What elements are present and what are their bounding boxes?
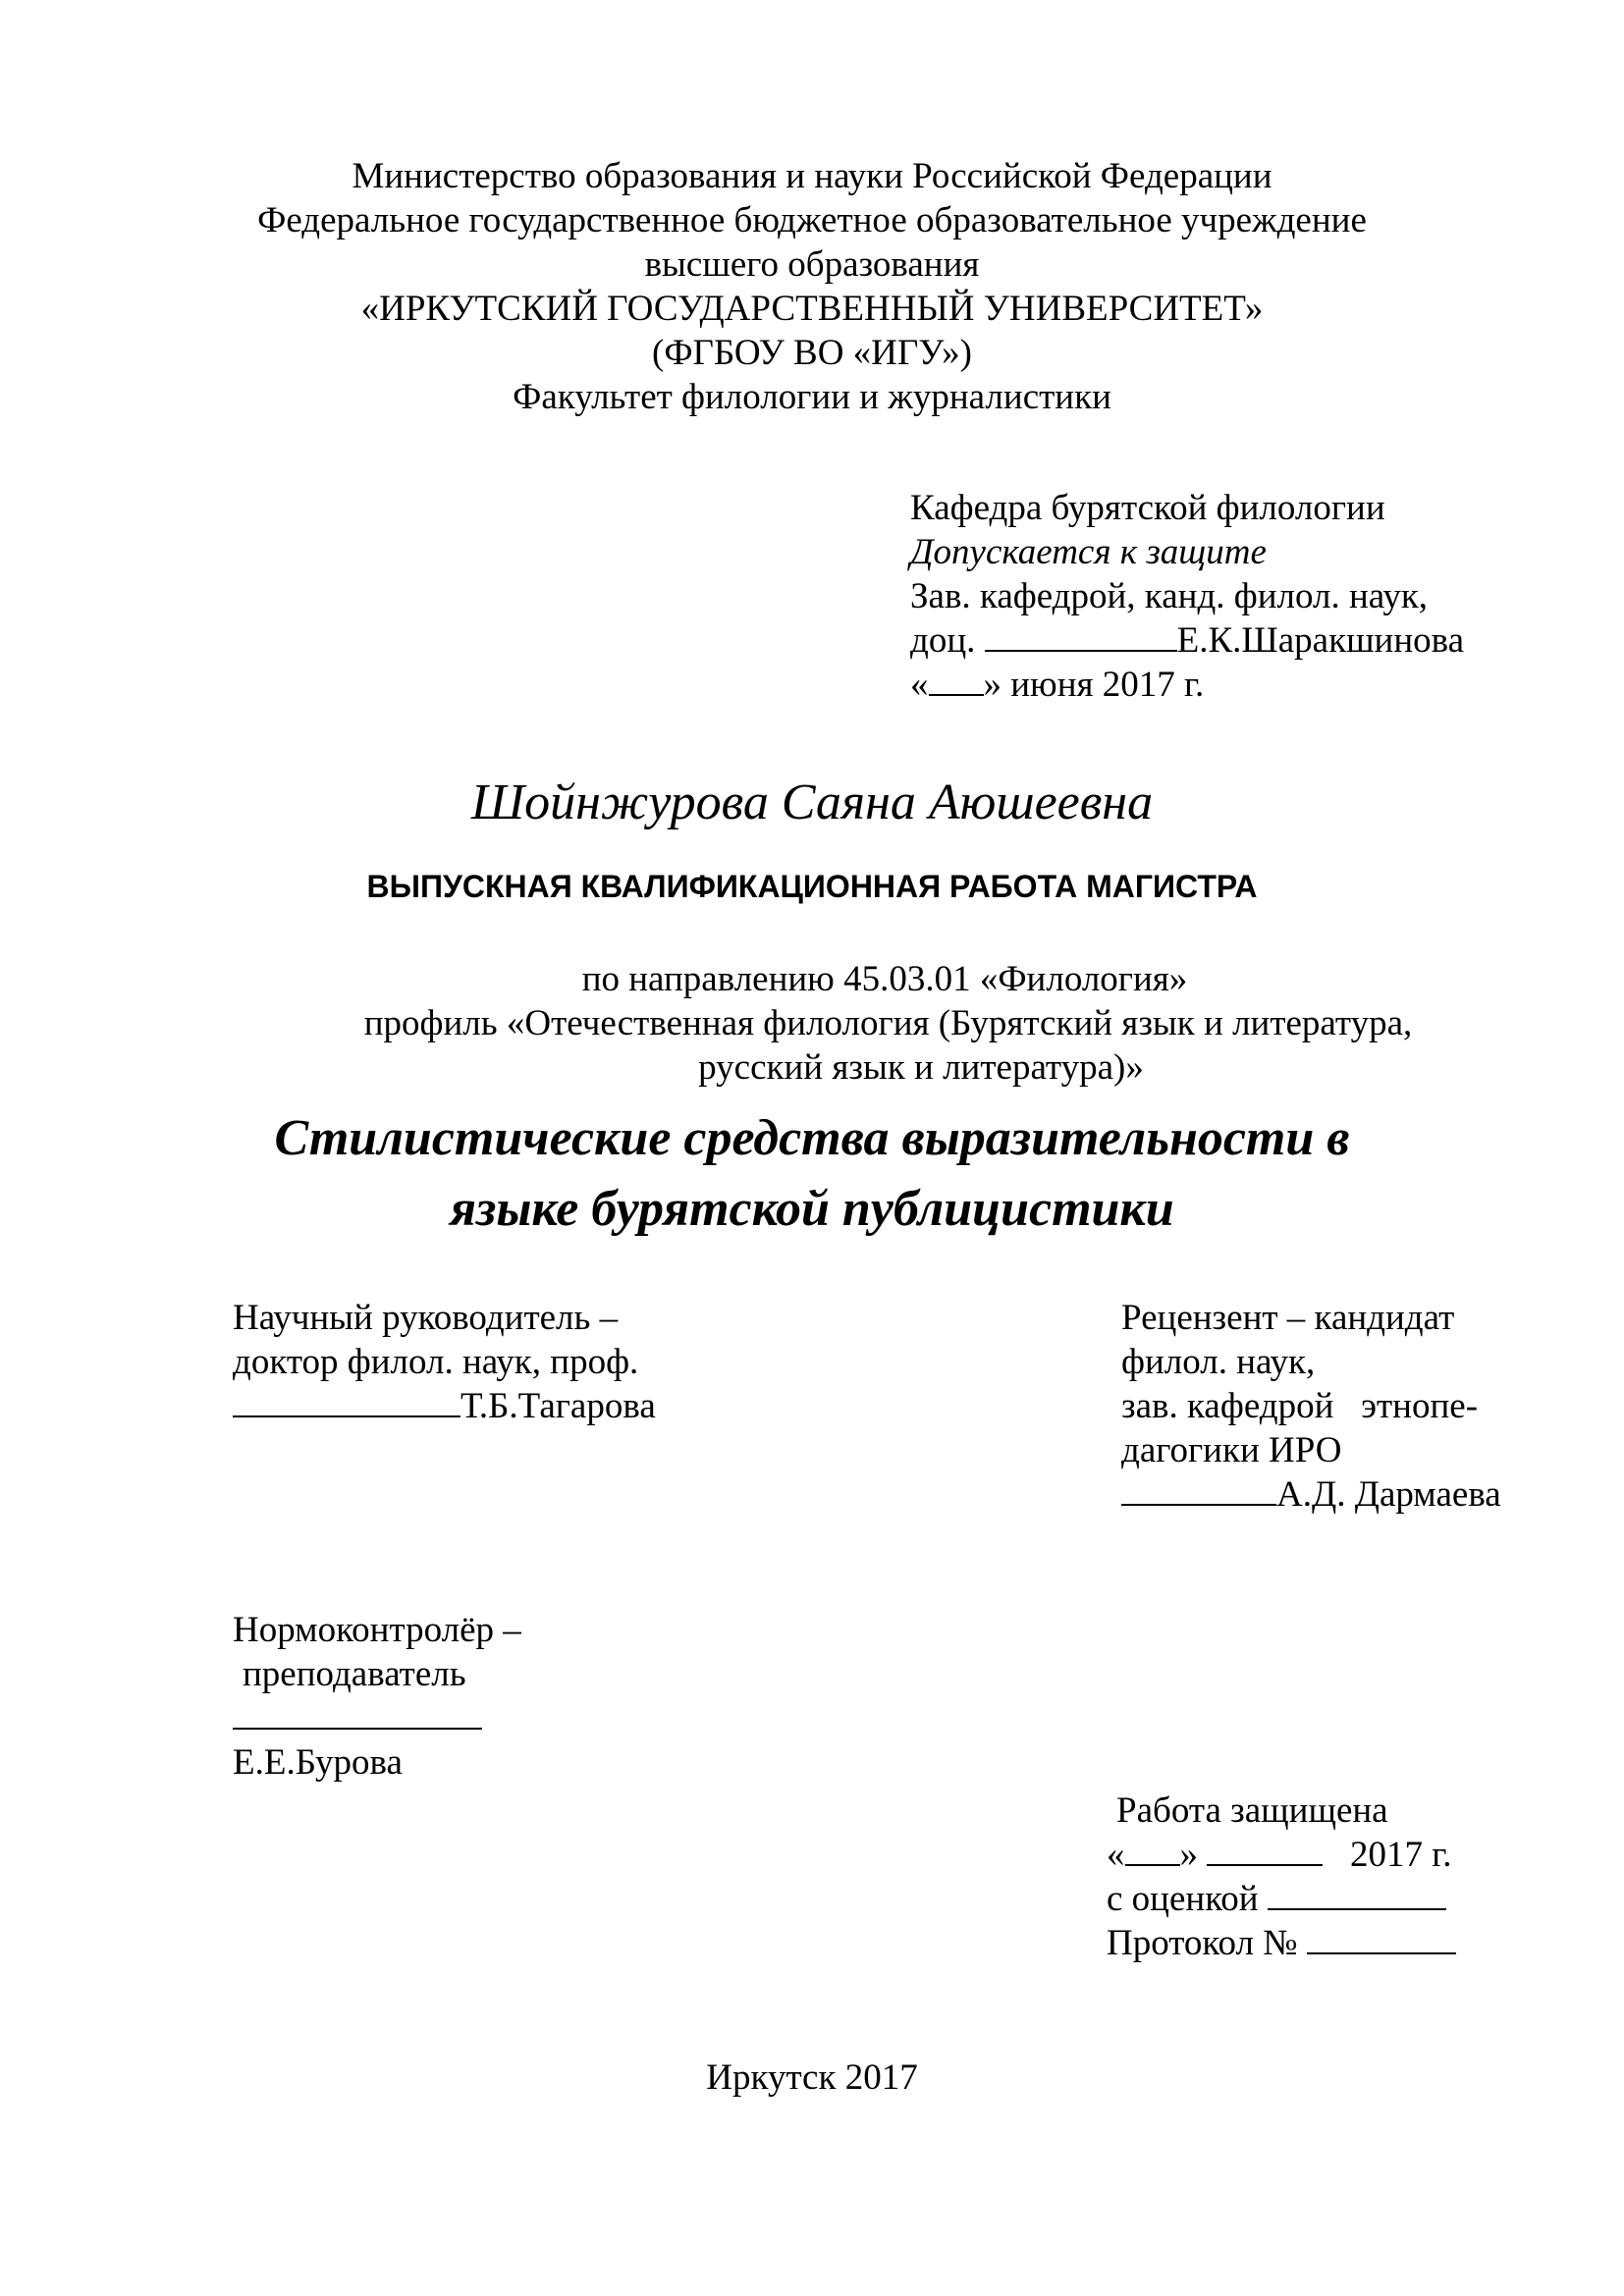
- university-name-line: «ИРКУТСКИЙ ГОСУДАРСТВЕННЫЙ УНИВЕРСИТЕТ»: [360, 289, 1264, 329]
- normocontrol-position: преподаватель: [243, 1654, 466, 1694]
- institution-type-line: Федеральное государственное бюджетное образовательное учреждение: [257, 200, 1367, 240]
- normocontrol-block: [233, 1608, 521, 1785]
- department-head-rank: доц.: [910, 620, 976, 661]
- study-direction-block: [0, 957, 1624, 1090]
- reviewer-degree: филол. наук,: [1121, 1342, 1316, 1382]
- reviewer-position-continued: дагогики ИРО: [1121, 1430, 1342, 1470]
- thesis-title: [0, 1103, 1624, 1245]
- grade-blank: [1268, 1879, 1446, 1910]
- education-level-line: высшего образования: [644, 244, 980, 285]
- department-head-signature-line: [910, 618, 1464, 663]
- signature-blank: [233, 1698, 482, 1730]
- signature-blank: [233, 1386, 460, 1417]
- reviewer-block: [1121, 1296, 1501, 1517]
- profile-line-continued: русский язык и литература)»: [698, 1047, 1144, 1088]
- thesis-title-line: Стилистические средства выразительности в: [274, 1110, 1350, 1166]
- faculty-line: Факультет филологии и журналистики: [513, 377, 1111, 417]
- department-head-position: Зав. кафедрой, канд. филол. наук,: [910, 576, 1429, 616]
- author-name: Шойнжурова Саяна Аюшеевна: [470, 774, 1154, 830]
- day-blank: [1125, 1835, 1180, 1866]
- department-name: Кафедра бурятской филологии: [910, 488, 1385, 528]
- normocontrol-name: Е.Е.Бурова: [233, 1742, 403, 1783]
- defense-grade-line: с оценкой: [1107, 1877, 1456, 1921]
- university-abbr-line: (ФГБОУ ВО «ИГУ»): [652, 333, 972, 373]
- direction-line: по направлению 45.03.01 «Филология»: [581, 959, 1188, 999]
- department-approval-block: [910, 486, 1464, 707]
- ministry-line: Министерство образования и науки Российской Федерации: [352, 156, 1272, 196]
- reviewer-role: Рецензент – кандидат: [1121, 1298, 1455, 1338]
- supervisor-role: Научный руководитель –: [233, 1298, 619, 1338]
- profile-line: профиль «Отечественная филология (Бурятский язык и литература,: [363, 1003, 1413, 1043]
- approval-date-line: « » июня 2017 г.: [910, 665, 1205, 705]
- reviewer-position: зав. кафедрой этнопе-: [1121, 1386, 1479, 1426]
- signature-blank: [1121, 1474, 1276, 1506]
- supervisor-block: [233, 1296, 656, 1428]
- reviewer-signature-line: [1121, 1472, 1501, 1517]
- supervisor-signature-line: [233, 1384, 656, 1428]
- work-type-heading: ВЫПУСКНАЯ КВАЛИФИКАЦИОННАЯ РАБОТА МАГИСТРА: [366, 869, 1258, 904]
- defense-date-line: « » 2017 г.: [1107, 1835, 1452, 1875]
- month-blank: [1207, 1835, 1323, 1866]
- supervisor-name: Т.Б.Тагарова: [460, 1386, 656, 1426]
- signature-blank: [985, 620, 1177, 652]
- reviewer-name: А.Д. Дармаева: [1276, 1474, 1501, 1515]
- admitted-to-defense: Допускается к защите: [910, 532, 1267, 572]
- normocontrol-signature-line: [233, 1696, 521, 1740]
- thesis-title-line: языке бурятской публицистики: [450, 1181, 1174, 1237]
- day-blank: [929, 665, 984, 696]
- normocontrol-role: Нормоконтролёр –: [233, 1610, 521, 1650]
- defense-protocol-line: Протокол №: [1107, 1921, 1456, 1965]
- ministry-header: [0, 154, 1624, 419]
- supervisor-degree: доктор филол. наук, проф.: [233, 1342, 639, 1382]
- defense-result-block: [1107, 1789, 1456, 1965]
- department-head-name: Е.К.Шаракшинова: [1176, 620, 1465, 661]
- protocol-number-blank: [1307, 1923, 1456, 1954]
- defense-status: Работа защищена: [1116, 1790, 1388, 1831]
- city-year: Иркутск 2017: [706, 2057, 918, 2098]
